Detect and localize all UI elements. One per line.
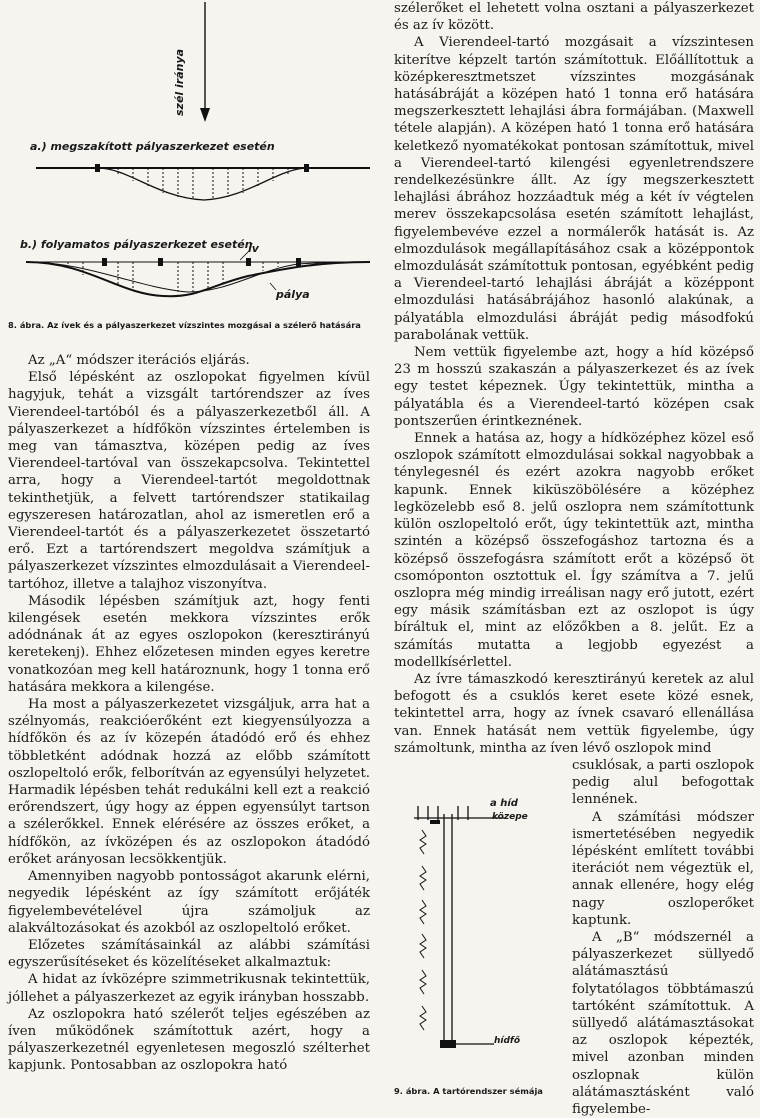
figure-8b-label: b.) folyamatos pályaszerkezet esetén [20, 238, 253, 251]
figure-9 [394, 738, 560, 1100]
paragraph: Ennek a hatása az, hogy a hídközéphez közel eső oszlopok számított elmozdulásai sokkal nagyobbak a ténylegesnél és ezért azokra nagyobb erőket kapunk. Ennek kiküszöbölésére a középhez legközelebb eső 8. jelű oszlopra nem számítottunk külön oszlopeltoló erőt, úgy tekintettük azt, mintha szintén a középső összefogáshoz tartozna és a középső összefogásra számított erőt a középső öt csomóponton osztottuk el. Így számítva a 7. jelű oszlopra még mindig irreálisan nagy erő jutott, ezért egy másik számításban ezt az oszlopot is úgy bíráltuk el, mint az előzőkben a 8. jelűt. Ez a számítás mutatta a legjobb egyezést a modellkísérlettel. [394, 431, 754, 670]
deck-label: pálya [276, 288, 310, 301]
wind-arrow-icon [200, 108, 210, 122]
bridge-center-label-2: közepe [492, 812, 528, 822]
paragraph: szélerőket el lehetett volna osztani a pályaszerkezet és az ív között. [394, 1, 754, 34]
paragraph: Előzetes számításainkál az alábbi számítási egyszerűsítéseket és közelítéseket alkalmaztuk: [8, 937, 370, 971]
paragraph: Az oszlopokra ható szélerőt teljes egészében az íven működőnek számítottuk azért, hogy a pályaszerkezetnél egyenletesen megoszló szélterhet kapjunk. Pontosabban az oszlopokra ható [8, 1006, 370, 1074]
narrow-text-block [572, 757, 754, 1118]
paragraph: Nem vettük figyelembe azt, hogy a híd középső 23 m hosszú szakaszán a pályaszerkezet és az ívek egy testet képeznek. Úgy tekintettük, mintha a pályatábla és a Vierendeel-tartó középen csak pontszerűen érintkeznének. [394, 345, 754, 429]
paragraph: A Vierendeel-tartó mozgásait a vízszintesen kiterítve képzelt tartón számítottuk. Előállítottuk a középkeresztmetszet vízszintes mozgásának hatásábráját a középen ható 1 tonna erő hatására megszerkesztett lehajlási ábra formájában. (Maxwell tétele alapján). A középen ható 1 tonna erő hatására keletkező nyomatékokat pontosan számítottuk, mivel a Vierendeel-tartó kilengési egyenletrendszere rendelkezésünkre állt. Az így megszerkesztett lehajlási ábrához hozzáadtuk még a két ív végtelen merev összekapcsolása esetén számított lehajlást, figyelembevéve ezzel a normálerők hatását is. Az elmozdulások megállapításához csak a középpontok elmozdulását számítottuk pontosan, egyébként pedig a Vierendeel-tartó lehajlási ábráját a középpont elmozdulási hatásábrájához hasonló alakúnak, a pályatábla elmozdulási ábráját pedig másodfokú parabolának vettük. [394, 35, 754, 343]
paragraph: Az ívre támaszkodó keresztirányú keretek az alul befogott és a csuklós keret esete közé esnek, tekintettel arra, hogy az ívnek csavaró ellenállása van. Ennek hatását nem vettük figyelembe, úgy számoltunk, mintha az íven lévő oszlopok mind [394, 671, 754, 756]
spring-supports [420, 830, 426, 1030]
wind-direction-label: szél iránya [173, 48, 186, 116]
paragraph: csuklósak, a parti oszlopok pedig alul befogottak lennének. [572, 757, 754, 808]
figure-8-caption: 8. ábra. Az ívek és a pályaszerkezet vízszintes mozgásai a szélerő hatására [8, 320, 361, 330]
paragraph: A számítási módszer ismertetésében negyedik lépésként említett további iterációt nem végeztük el, annak ellenére, hogy elég nagy oszloperőket kaptunk. [572, 809, 754, 928]
abutment-label: hídfő [494, 1036, 521, 1046]
paragraph: Első lépésként az oszlopokat figyelmen kívül hagyjuk, tehát a vizsgált tartórendszer az íves Vierendeel-tartóból és a pályaszerkezetből áll. A pályaszerkezet a hídfőkön vízszintes értelemben is meg van támasztva, középen pedig az íves Vierendeel-tartóval van összekapcsolva. Tekintettel arra, hogy a Vierendeel-tartót megoldottnak tekinthetjük, a felvett tartórendszer statikailag egyszeresen határozatlan, ahol az ismeretlen erő a Vierendeel-tartót és a pályaszerkezetet összetartó erő. Ezt a tartórendszert megoldva számítjuk a pályaszerkezet vízszintes elmozdulásait a Vierendeel-tartóhoz, illetve a talajhoz viszonyítva. [8, 370, 370, 592]
paragraph: Második lépésben számítjuk azt, hogy fenti kilengések esetén mekkora vízszintes erők adódnának át az egyes oszlopokon (keresztirányú keretekenj). Ehhez előzetesen minden egyes keretre vonatkozóan meg kell határoznunk, hogy 1 tonna erő hatására mekkora a kilengése. [8, 593, 370, 695]
left-column [8, 0, 370, 1075]
paragraph: A „B“ módszernél a pályaszerkezet süllyedő alátámasztású folytatólagos többtámaszú tartóként számítottuk. A süllyedő alátámasztásokat az oszlopok képezték, mivel azonban minden oszlopnak külön alátámasztásként való figyelembe- [572, 929, 754, 1117]
bridge-center-label: a híd [490, 798, 518, 809]
figure-8a-label: a.) megszakított pályaszerkezet esetén [30, 140, 275, 153]
figure-8-drawing [8, 0, 370, 340]
paragraph: Ha most a pályaszerkezetet vizsgáljuk, arra hat a szélnyomás, reakcióerőként ezt kiegyensúlyozza a hídfőkön és az ív közepén átadódó erő és ehhez többletként adódnak hozzá az előbb számított oszlopeltoló erők, felborítván az egyensúlyi helyzetet. Harmadik lépésben tehát redukálni kell ezt a reakció erőrendszert, úgy hogy az éppen egyensúlyt tartson a szélerőkkel. Ennek elérésére az összes erőket, a hídfőkön, az ívközépen és az oszlopokon átadódó erőket arányosan lecsökkentjük. [8, 697, 371, 867]
figure-9-caption: 9. ábra. A tartórendszer sémája [394, 1086, 543, 1096]
figure-8 [8, 0, 370, 352]
arch-label: ív [248, 242, 259, 255]
paragraph: Az „A“ módszer iterációs eljárás. [28, 353, 250, 368]
paragraph: Amennyiben nagyobb pontosságot akarunk elérni, negyedik lépésként az így számított erőjáték figyelembevételével újra számoljuk az alakváltozásokat és azokból az oszlopeltoló erőket. [8, 869, 370, 936]
figure-9-drawing [394, 738, 560, 1078]
paragraph: A hidat az ívközépre szimmetrikusnak tekintettük, jóllehet a pályaszerkezet az egyik irányban hosszabb. [8, 972, 370, 1005]
